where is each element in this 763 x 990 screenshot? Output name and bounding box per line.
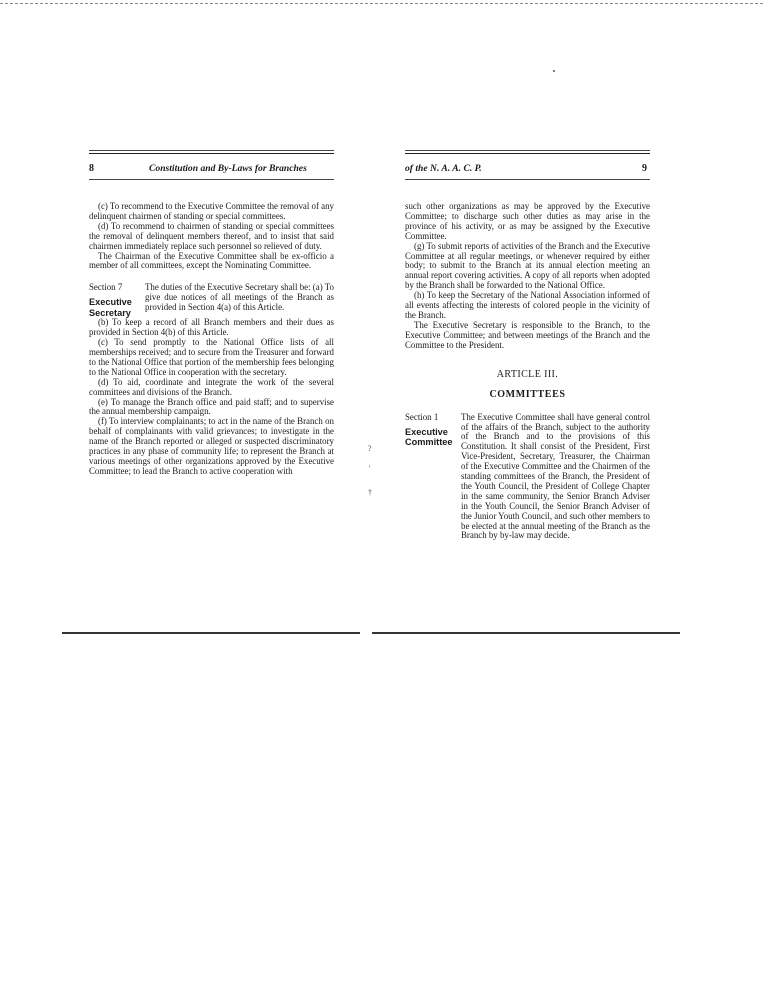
scan-edge-dashes bbox=[0, 3, 763, 4]
section-name: Executive bbox=[405, 426, 448, 437]
running-head-title: of the N. A. A. C. P. bbox=[405, 163, 482, 174]
section-name: Secretary bbox=[89, 307, 131, 318]
article-heading: ARTICLE III. bbox=[496, 368, 559, 380]
paragraph: (e) To manage the Branch office and paid staff; and to supervise the annual membership campaign. bbox=[89, 396, 334, 417]
section-number: Section 7 bbox=[89, 282, 123, 293]
left-page-body bbox=[89, 202, 334, 477]
gutter-mark: † bbox=[368, 488, 372, 497]
paragraph: (c) To recommend to the Executive Committee the removal of any delinquent chairmen of standing or special committees. bbox=[89, 201, 334, 221]
header-underline-rule bbox=[89, 179, 334, 182]
paragraph: The Executive Secretary is responsible to the Branch, to the Executive Committee; and between meetings of the Branch and the Committee to the President. bbox=[405, 319, 650, 350]
paragraph: such other organizations as may be approved by the Executive Committee; to discharge such other duties as may arise in the province of his activity, or as may be assigned by the Executive Committee. bbox=[405, 201, 650, 241]
section-executive-committee bbox=[405, 413, 650, 542]
paragraph: (h) To keep the Secretary of the National Association informed of all events affecting the interests of colored people in the vicinity of the Branch. bbox=[405, 290, 650, 320]
running-header bbox=[405, 161, 650, 177]
paragraph: (g) To submit reports of activities of the Branch and the Executive Committee at all regular meetings, or whenever required by either body; to submit to the Branch at its annual election meeting an annual report covering activities. A copy of all reports when adopted by the Branch shall be forwarded to the National Office. bbox=[405, 240, 650, 291]
section-name: Committee bbox=[405, 437, 453, 447]
section-side-heading bbox=[89, 283, 145, 318]
header-underline-rule bbox=[405, 179, 650, 182]
header-rule bbox=[89, 150, 334, 154]
section-name: Executive bbox=[89, 297, 132, 308]
section-text: The duties of the Executive Secretary shall be: (a) To give due notices of all meetings of the Branch as provided in Section 4(a) of this Article. bbox=[145, 282, 334, 313]
paragraph: (d) To recommend to chairmen of standing or special committees the removal of delinquent members thereof, and to insist that said chairmen immediately replace such personnel so relieved of duty. bbox=[89, 220, 334, 251]
dust-speck bbox=[553, 70, 555, 72]
header-rule bbox=[405, 150, 650, 154]
running-head-title: Constitution and By-Laws for Branches bbox=[149, 163, 307, 174]
right-page-body bbox=[405, 202, 650, 541]
section-executive-secretary bbox=[89, 283, 334, 318]
running-header bbox=[89, 161, 334, 177]
page-number: 9 bbox=[642, 163, 647, 174]
paragraph: (f) To interview complainants; to act in the name of the Branch on behalf of complainants with valid grievances; to investigate in the name of the Branch reported or alleged or suspected discriminatory practices in any phase of community life; to represent the Branch at various meetings of other organizations approved by the Executive Committee; to lead the Branch to active cooperation with bbox=[89, 416, 334, 476]
page-number: 8 bbox=[89, 163, 94, 174]
paragraph: The Chairman of the Executive Committee shall be ex-officio a member of all committees, except the Nominating Committee. bbox=[89, 250, 334, 271]
page-bottom-rule bbox=[372, 632, 680, 634]
paragraph: (c) To send promptly to the National Office lists of all memberships received; and to secure from the Treasurer and forward to the National Office that portion of the membership fees belonging to the National Office in cooperation with the secretary. bbox=[89, 337, 334, 377]
section-side-heading bbox=[405, 413, 461, 542]
gutter-mark: ? bbox=[368, 444, 372, 453]
committees-heading: COMMITTEES bbox=[489, 388, 566, 400]
gutter-mark: ' bbox=[369, 464, 371, 473]
page-bottom-rule bbox=[62, 632, 360, 634]
paragraph: (b) To keep a record of all Branch members and their dues as provided in Section 4(b) of this Article. bbox=[89, 317, 334, 338]
paragraph: (d) To aid, coordinate and integrate the work of the several committees and divisions of the Branch. bbox=[89, 376, 334, 397]
section-number: Section 1 bbox=[405, 411, 439, 422]
section-text: The Executive Committee shall have general control of the affairs of the Branch, subject to the authority of the Branch and to the provisions of this Constitution. It shall consist of the President, First Vice-President, Secretary, Treasurer, the Chairman of the Executive Committee and the Chairmen of the standing committees of the Branch, the President of the Youth Council, the President of College Chapter in the same community, the Senior Branch Adviser in the Youth Council, the Senior Branch Adviser of the Junior Youth Council, and such other members to be elected at the annual meeting of the Branch as the Branch by by-law may decide. bbox=[461, 411, 650, 541]
